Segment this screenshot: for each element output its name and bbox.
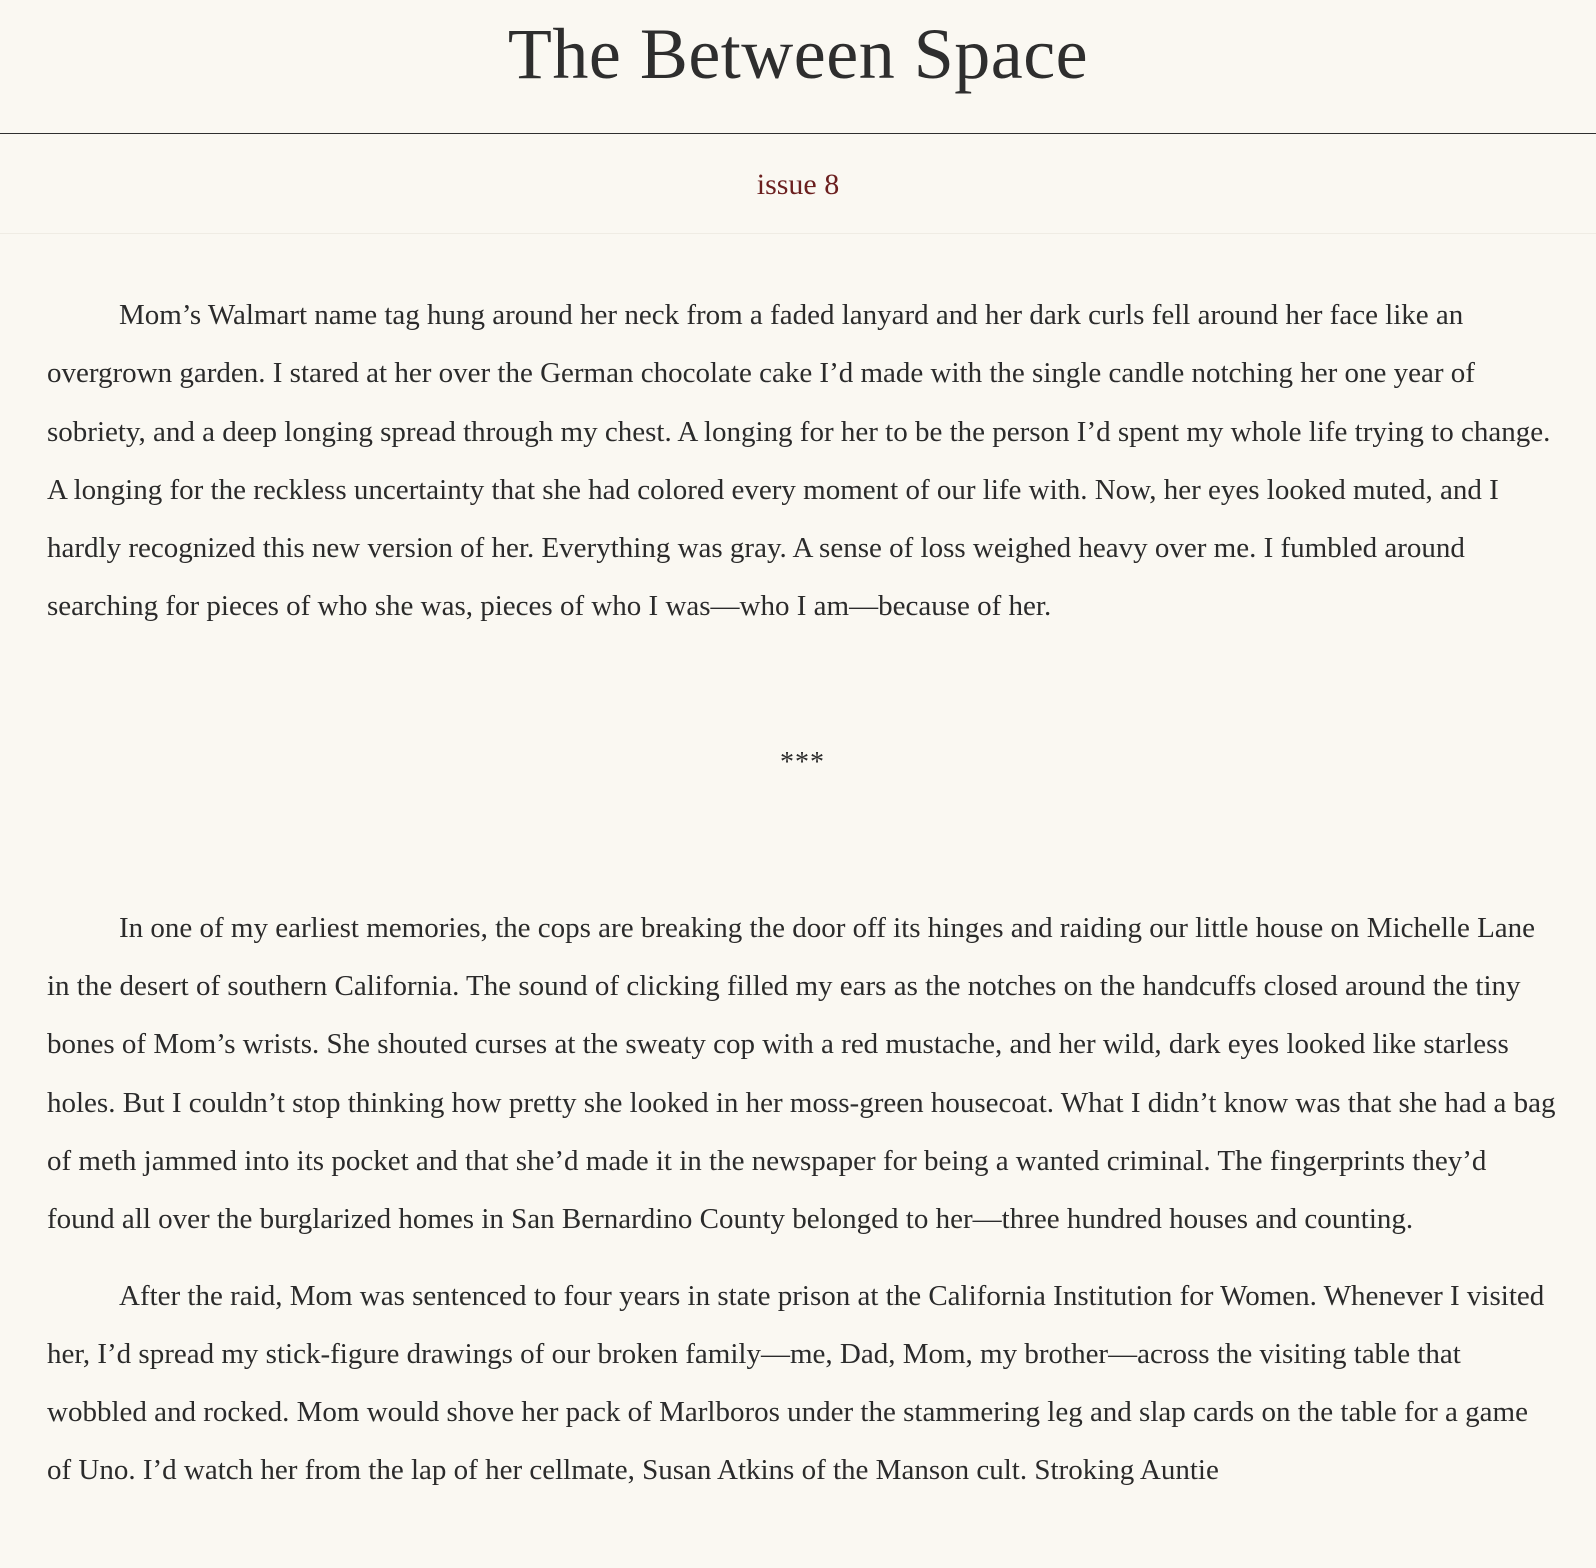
article-paragraph-1: Mom’s Walmart name tag hung around her neck from a faded lanyard and her dark curls fell around her face like an overgrown garden. I stared at her over the German chocolate cake I’d made with the single candle notching her one year of sobriety, and a deep longing spread through my chest. A longing for her to be the person I’d spent my whole life trying to change. A longing for the reckless uncertainty that she had colored every moment of our life with. Now, her eyes looked muted, and I hardly recognized this new version of her. Everything was gray. A sense of loss weighed heavy over me. I fumbled around searching for pieces of who she was, pieces of who I was—who I am—because of her. [47,299,1551,623]
issue-link[interactable]: issue 8 [756,168,840,201]
article-paragraph-3: After the raid, Mom was sentenced to four years in state prison at the California Institution for Women. Whenever I visited her, I’d spread my stick-figure drawings of our broken family—me, Dad, Mom, my brother—across the visiting table that wobbled and rocked. Mom would shove her pack of Marlboros under the stammering leg and slap cards on the table for a game of Uno. I’d watch her from the lap of her cellmate, Susan Atkins of the Manson cult. Stroking Auntie [47,1279,1545,1487]
site-title[interactable]: The Between Space [507,14,1089,94]
issue-bar [0,134,1596,234]
site-header [0,0,1596,134]
article-paragraph-2: In one of my earliest memories, the cops are breaking the door off its hinges and raiding our little house on Michelle Lane in the desert of southern California. The sound of clicking filled my ears as the notches on the handcuffs closed around the tiny bones of Mom’s wrists. She shouted curses at the sweaty cop with a red mustache, and her wild, dark eyes looked like starless holes. But I couldn’t stop thinking how pretty she looked in her moss-green housecoat. What I didn’t know was that she had a bag of meth jammed into its pocket and that she’d made it in the newspaper for being a wanted criminal. The fingerprints they’d found all over the burglarized homes in San Bernardino County belonged to her—three hundred houses and counting. [47,911,1556,1236]
section-break: *** [780,746,825,778]
article-body [0,234,1596,1500]
